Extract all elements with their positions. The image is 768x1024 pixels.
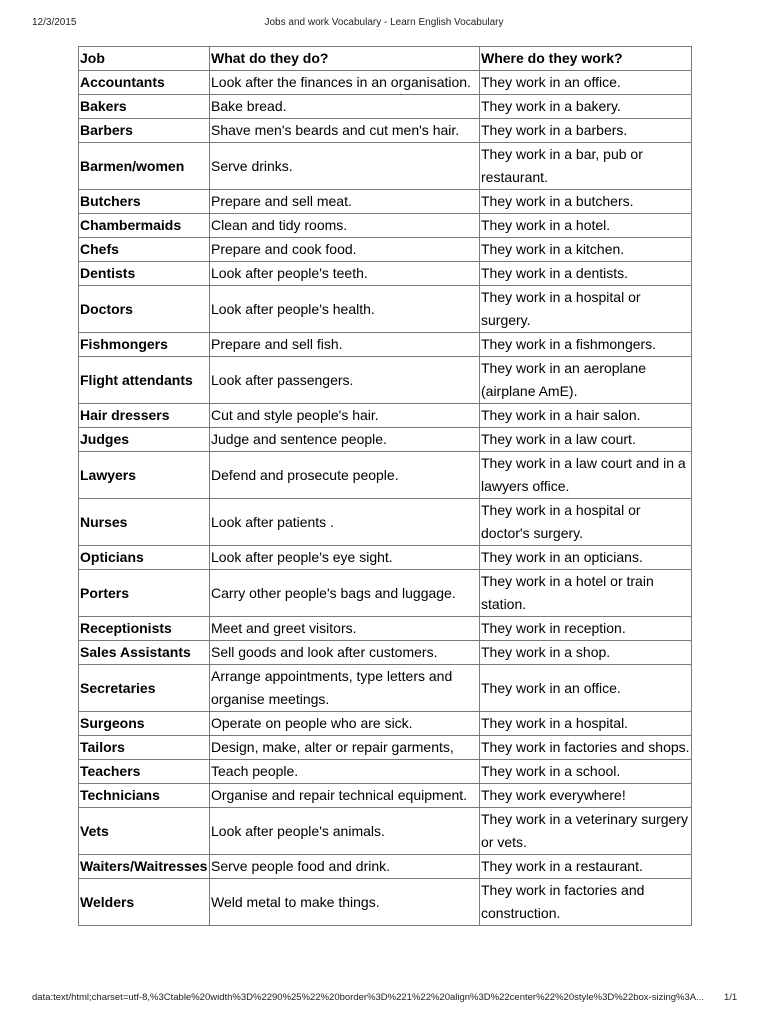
where-cell: They work in a hospital. (480, 712, 692, 736)
where-cell: They work in a hotel. (480, 214, 692, 238)
table-row (79, 238, 692, 262)
table-row (79, 95, 692, 119)
where-cell: They work in a hotel or train station. (480, 570, 692, 617)
what-cell: Teach people. (210, 760, 480, 784)
job-cell: Teachers (79, 760, 210, 784)
table-row (79, 357, 692, 404)
where-cell: They work in a restaurant. (480, 855, 692, 879)
vocabulary-table (78, 46, 692, 926)
what-cell: Prepare and sell meat. (210, 190, 480, 214)
table-row (79, 617, 692, 641)
job-cell: Chambermaids (79, 214, 210, 238)
job-cell: Judges (79, 428, 210, 452)
where-cell: They work in factories and shops. (480, 736, 692, 760)
column-header-what: What do they do? (210, 47, 480, 71)
where-cell: They work in reception. (480, 617, 692, 641)
what-cell: Look after people's teeth. (210, 262, 480, 286)
print-date: 12/3/2015 (32, 17, 77, 28)
table-row (79, 712, 692, 736)
footer-url: data:text/html;charset=utf-8,%3Ctable%20width%3D%2290%25%22%20border%3D%221%22%20align%3D%22center%22%20style%3D%22box-sizing%3A... (32, 992, 704, 1003)
where-cell: They work in a bakery. (480, 95, 692, 119)
table-row (79, 760, 692, 784)
table-row (79, 214, 692, 238)
table-header-row (79, 47, 692, 71)
where-cell: They work in a bar, pub or restaurant. (480, 143, 692, 190)
job-cell: Receptionists (79, 617, 210, 641)
where-cell: They work in a school. (480, 760, 692, 784)
job-cell: Hair dressers (79, 404, 210, 428)
job-cell: Bakers (79, 95, 210, 119)
what-cell: Operate on people who are sick. (210, 712, 480, 736)
what-cell: Organise and repair technical equipment. (210, 784, 480, 808)
job-cell: Tailors (79, 736, 210, 760)
column-header-job: Job (79, 47, 210, 71)
what-cell: Sell goods and look after customers. (210, 641, 480, 665)
where-cell: They work in an opticians. (480, 546, 692, 570)
job-cell: Welders (79, 879, 210, 926)
what-cell: Weld metal to make things. (210, 879, 480, 926)
where-cell: They work in a barbers. (480, 119, 692, 143)
job-cell: Butchers (79, 190, 210, 214)
where-cell: They work in a veterinary surgery or vets. (480, 808, 692, 855)
table-row (79, 784, 692, 808)
what-cell: Serve people food and drink. (210, 855, 480, 879)
where-cell: They work in a kitchen. (480, 238, 692, 262)
page-number: 1/1 (724, 992, 738, 1003)
where-cell: They work in a hospital or surgery. (480, 286, 692, 333)
job-cell: Barbers (79, 119, 210, 143)
table-row (79, 190, 692, 214)
column-header-where: Where do they work? (480, 47, 692, 71)
what-cell: Look after the finances in an organisation. (210, 71, 480, 95)
what-cell: Prepare and sell fish. (210, 333, 480, 357)
what-cell: Meet and greet visitors. (210, 617, 480, 641)
where-cell: They work in a hospital or doctor's surgery. (480, 499, 692, 546)
job-cell: Technicians (79, 784, 210, 808)
table-row (79, 808, 692, 855)
table-row (79, 404, 692, 428)
what-cell: Shave men's beards and cut men's hair. (210, 119, 480, 143)
job-cell: Waiters/Waitresses (79, 855, 210, 879)
table-row (79, 119, 692, 143)
what-cell: Look after patients . (210, 499, 480, 546)
where-cell: They work in an aeroplane (airplane AmE). (480, 357, 692, 404)
job-cell: Flight attendants (79, 357, 210, 404)
job-cell: Fishmongers (79, 333, 210, 357)
table-row (79, 262, 692, 286)
where-cell: They work in a dentists. (480, 262, 692, 286)
what-cell: Look after people's health. (210, 286, 480, 333)
what-cell: Cut and style people's hair. (210, 404, 480, 428)
job-cell: Surgeons (79, 712, 210, 736)
table-row (79, 641, 692, 665)
job-cell: Opticians (79, 546, 210, 570)
where-cell: They work in a law court and in a lawyers office. (480, 452, 692, 499)
table-row (79, 546, 692, 570)
page-title: Jobs and work Vocabulary - Learn English Vocabulary (264, 17, 504, 28)
job-cell: Nurses (79, 499, 210, 546)
where-cell: They work everywhere! (480, 784, 692, 808)
table-row (79, 499, 692, 546)
job-cell: Lawyers (79, 452, 210, 499)
what-cell: Bake bread. (210, 95, 480, 119)
job-cell: Porters (79, 570, 210, 617)
what-cell: Defend and prosecute people. (210, 452, 480, 499)
where-cell: They work in factories and construction. (480, 879, 692, 926)
table-row (79, 333, 692, 357)
what-cell: Serve drinks. (210, 143, 480, 190)
what-cell: Prepare and cook food. (210, 238, 480, 262)
where-cell: They work in a hair salon. (480, 404, 692, 428)
table-row (79, 570, 692, 617)
what-cell: Clean and tidy rooms. (210, 214, 480, 238)
what-cell: Carry other people's bags and luggage. (210, 570, 480, 617)
table-row (79, 452, 692, 499)
table-row (79, 428, 692, 452)
job-cell: Vets (79, 808, 210, 855)
table-row (79, 71, 692, 95)
job-cell: Accountants (79, 71, 210, 95)
table-row (79, 736, 692, 760)
where-cell: They work in an office. (480, 665, 692, 712)
job-cell: Barmen/women (79, 143, 210, 190)
where-cell: They work in a shop. (480, 641, 692, 665)
job-cell: Doctors (79, 286, 210, 333)
table-row (79, 879, 692, 926)
job-cell: Chefs (79, 238, 210, 262)
where-cell: They work in a fishmongers. (480, 333, 692, 357)
what-cell: Judge and sentence people. (210, 428, 480, 452)
table-row (79, 855, 692, 879)
table-row (79, 665, 692, 712)
what-cell: Look after people's eye sight. (210, 546, 480, 570)
what-cell: Look after people's animals. (210, 808, 480, 855)
where-cell: They work in a butchers. (480, 190, 692, 214)
what-cell: Arrange appointments, type letters and organise meetings. (210, 665, 480, 712)
job-cell: Dentists (79, 262, 210, 286)
where-cell: They work in an office. (480, 71, 692, 95)
table-row (79, 286, 692, 333)
job-cell: Secretaries (79, 665, 210, 712)
what-cell: Look after passengers. (210, 357, 480, 404)
table-row (79, 143, 692, 190)
what-cell: Design, make, alter or repair garments, (210, 736, 480, 760)
job-cell: Sales Assistants (79, 641, 210, 665)
where-cell: They work in a law court. (480, 428, 692, 452)
